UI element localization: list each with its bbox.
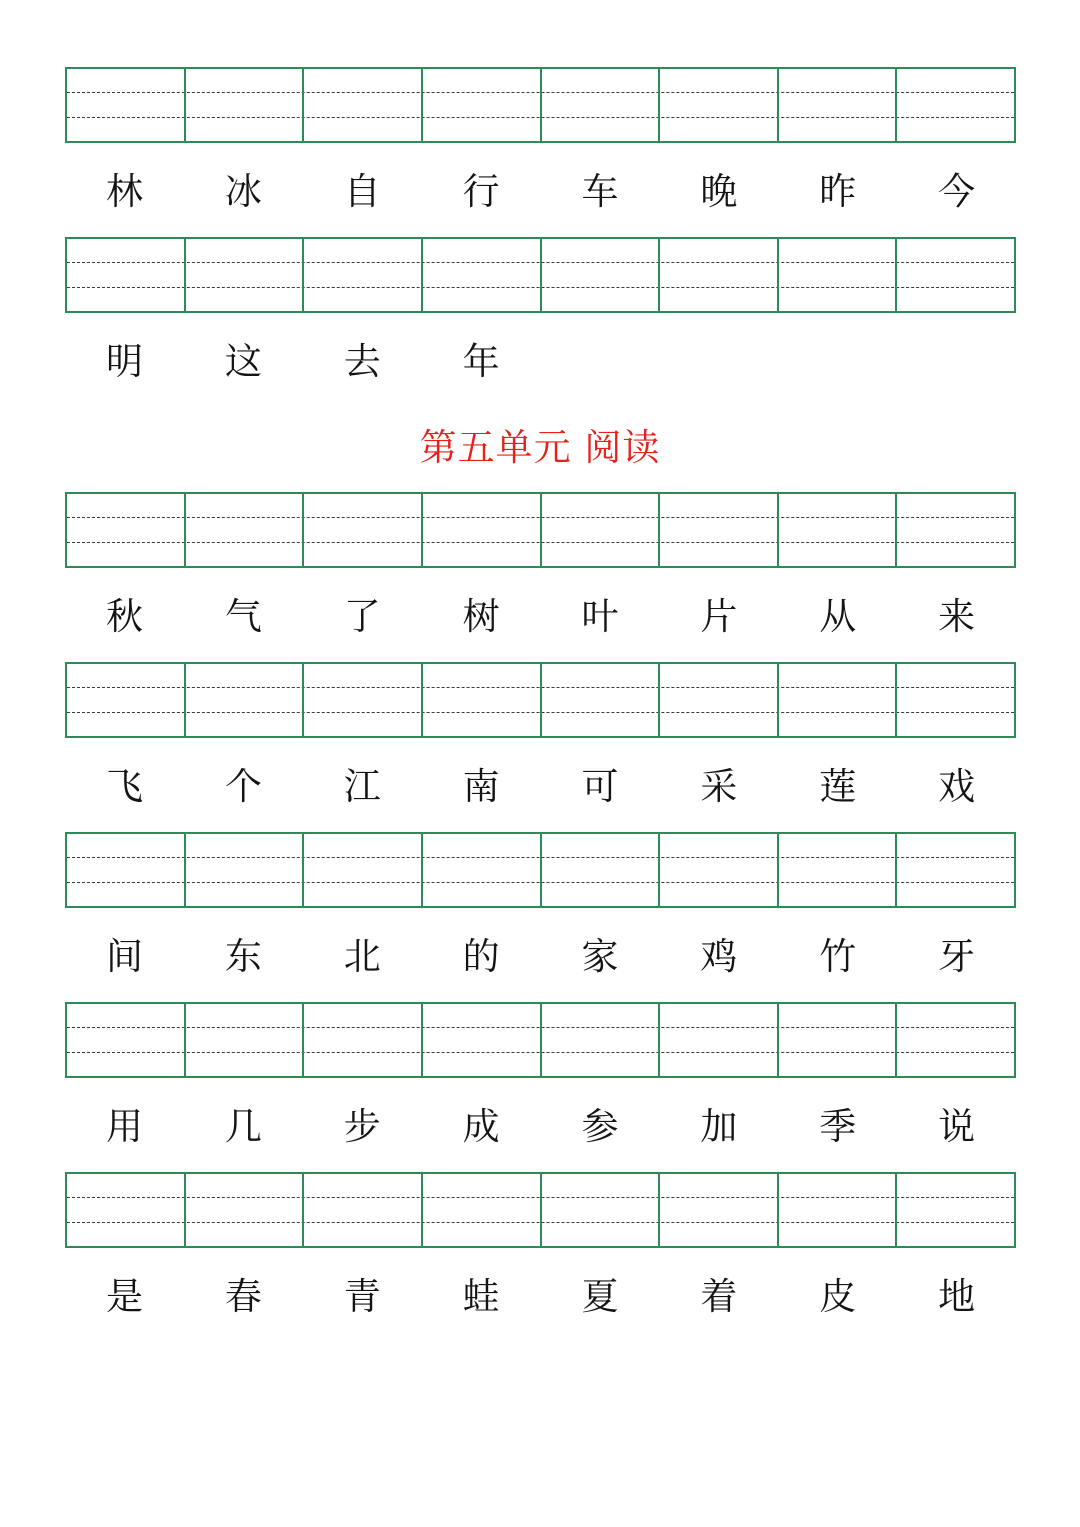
character: 叶: [581, 595, 619, 638]
character-row: [65, 927, 1016, 987]
character: 夏: [581, 1275, 619, 1318]
character-row: [65, 587, 1016, 647]
writing-grid[interactable]: [65, 662, 1016, 738]
character: 行: [462, 170, 500, 213]
character: 着: [700, 1275, 738, 1318]
character: 昨: [819, 170, 857, 213]
writing-grid[interactable]: [65, 832, 1016, 908]
character: 个: [224, 765, 262, 808]
character: 地: [938, 1275, 976, 1318]
character: 春: [224, 1275, 262, 1318]
character: 牙: [938, 935, 976, 978]
character: 用: [105, 1105, 143, 1148]
character: 是: [105, 1275, 143, 1318]
character: 来: [938, 595, 976, 638]
character: 江: [343, 765, 381, 808]
character: 家: [581, 935, 619, 978]
character: 皮: [819, 1275, 857, 1318]
character-row: [65, 332, 1016, 392]
character: 步: [343, 1105, 381, 1148]
character: 竹: [819, 935, 857, 978]
writing-grid[interactable]: [65, 492, 1016, 568]
character: 间: [105, 935, 143, 978]
character: 了: [343, 595, 381, 638]
character-row: [65, 1097, 1016, 1157]
character: 北: [343, 935, 381, 978]
character: 片: [700, 595, 738, 638]
character: 说: [938, 1105, 976, 1148]
section-heading: 第五单元 阅读: [419, 426, 661, 469]
character: 蛙: [462, 1275, 500, 1318]
character: 今: [938, 170, 976, 213]
writing-grid[interactable]: [65, 237, 1016, 313]
character: 加: [700, 1105, 738, 1148]
character: 的: [462, 935, 500, 978]
character: 秋: [105, 595, 143, 638]
character: 几: [224, 1105, 262, 1148]
writing-grid[interactable]: [65, 1002, 1016, 1078]
character: 青: [343, 1275, 381, 1318]
character: 成: [462, 1105, 500, 1148]
character: 参: [581, 1105, 619, 1148]
character: 鸡: [700, 935, 738, 978]
character: 自: [343, 170, 381, 213]
character: 树: [462, 595, 500, 638]
character: 戏: [938, 765, 976, 808]
character: 年: [462, 340, 500, 383]
character: 莲: [819, 765, 857, 808]
character: 晚: [700, 170, 738, 213]
character: 东: [224, 935, 262, 978]
character: 可: [581, 765, 619, 808]
character: 气: [224, 595, 262, 638]
character: 明: [105, 340, 143, 383]
character: 林: [105, 170, 143, 213]
character: 冰: [224, 170, 262, 213]
character: 季: [819, 1105, 857, 1148]
character: 南: [462, 765, 500, 808]
character: 飞: [105, 765, 143, 808]
character-row: [65, 1267, 1016, 1327]
character: 从: [819, 595, 857, 638]
writing-grid[interactable]: [65, 67, 1016, 143]
character-row: [65, 162, 1016, 222]
writing-grid[interactable]: [65, 1172, 1016, 1248]
character: 采: [700, 765, 738, 808]
character: 这: [224, 340, 262, 383]
character-row: [65, 757, 1016, 817]
character: 车: [581, 170, 619, 213]
character: 去: [343, 340, 381, 383]
